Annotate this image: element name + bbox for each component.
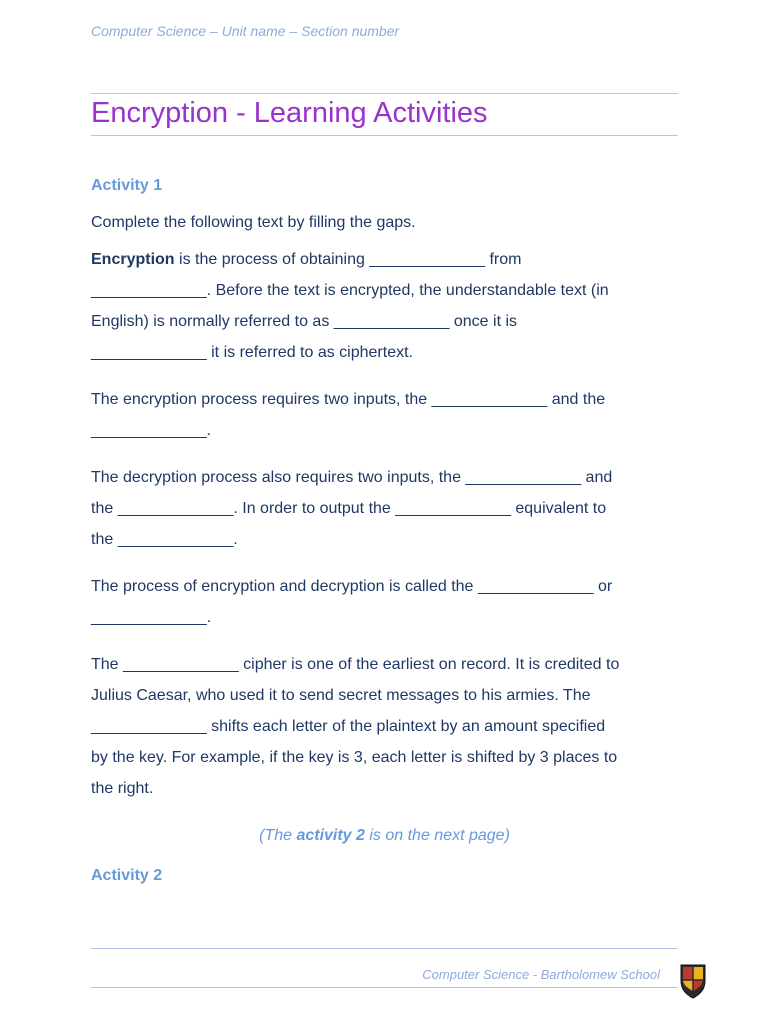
footer-top-rule [91,948,678,949]
paragraph-caesar-cipher [91,649,681,804]
p1-line-4: _____________ it is referred to as ciphertext. [91,344,413,361]
activity-1-heading: Activity 1 [91,177,163,194]
p2-line-2: _____________. [91,422,212,439]
p5-line-5: the right. [91,780,154,797]
p1-line-1-text: is the process of obtaining _____________ from [174,251,522,268]
title-bottom-rule [91,135,678,136]
encryption-term: Encryption [91,251,175,268]
footer-bottom-rule [91,987,678,988]
paragraph-encryption-definition [91,244,681,368]
paragraph-process-name [91,571,681,633]
p1-line-1 [91,244,681,275]
title-top-rule [91,93,678,94]
p5-line-1: The _____________ cipher is one of the earliest on record. It is credited to [91,656,620,673]
activity-1-intro [91,207,681,238]
p4-line-1: The process of encryption and decryption is called the _____________ or [91,578,613,595]
page-title: Encryption - Learning Activities [91,97,488,129]
p1-line-3: English) is normally referred to as _____________ once it is [91,313,518,330]
note-prefix: (The [259,827,297,844]
p5-line-3: _____________ shifts each letter of the plaintext by an amount specified [91,718,606,735]
header-text: Computer Science – Unit name – Section number [91,23,400,39]
p2-line-1: The encryption process requires two inputs, the _____________ and the [91,391,606,408]
paragraph-decryption-inputs [91,462,681,555]
next-page-note [91,827,678,845]
p5-line-4: by the key. For example, if the key is 3, each letter is shifted by 3 places to [91,749,618,766]
school-crest-icon [679,963,707,999]
intro-line: Complete the following text by filling the gaps. [91,214,416,231]
p4-line-2: _____________. [91,609,212,626]
p3-line-1: The decryption process also requires two inputs, the _____________ and [91,469,613,486]
activity-2-heading: Activity 2 [91,867,163,884]
note-suffix: is on the next page) [364,827,510,844]
p1-line-2: _____________. Before the text is encrypted, the understandable text (in [91,282,609,299]
p3-line-3: the _____________. [91,531,238,548]
note-bold: activity 2 [296,827,365,844]
p3-line-2: the _____________. In order to output the _____________ equivalent to [91,500,607,517]
p5-line-2: Julius Caesar, who used it to send secret messages to his armies. The [91,687,591,704]
footer-text: Computer Science - Bartholomew School [422,967,660,982]
paragraph-encryption-inputs [91,384,681,446]
